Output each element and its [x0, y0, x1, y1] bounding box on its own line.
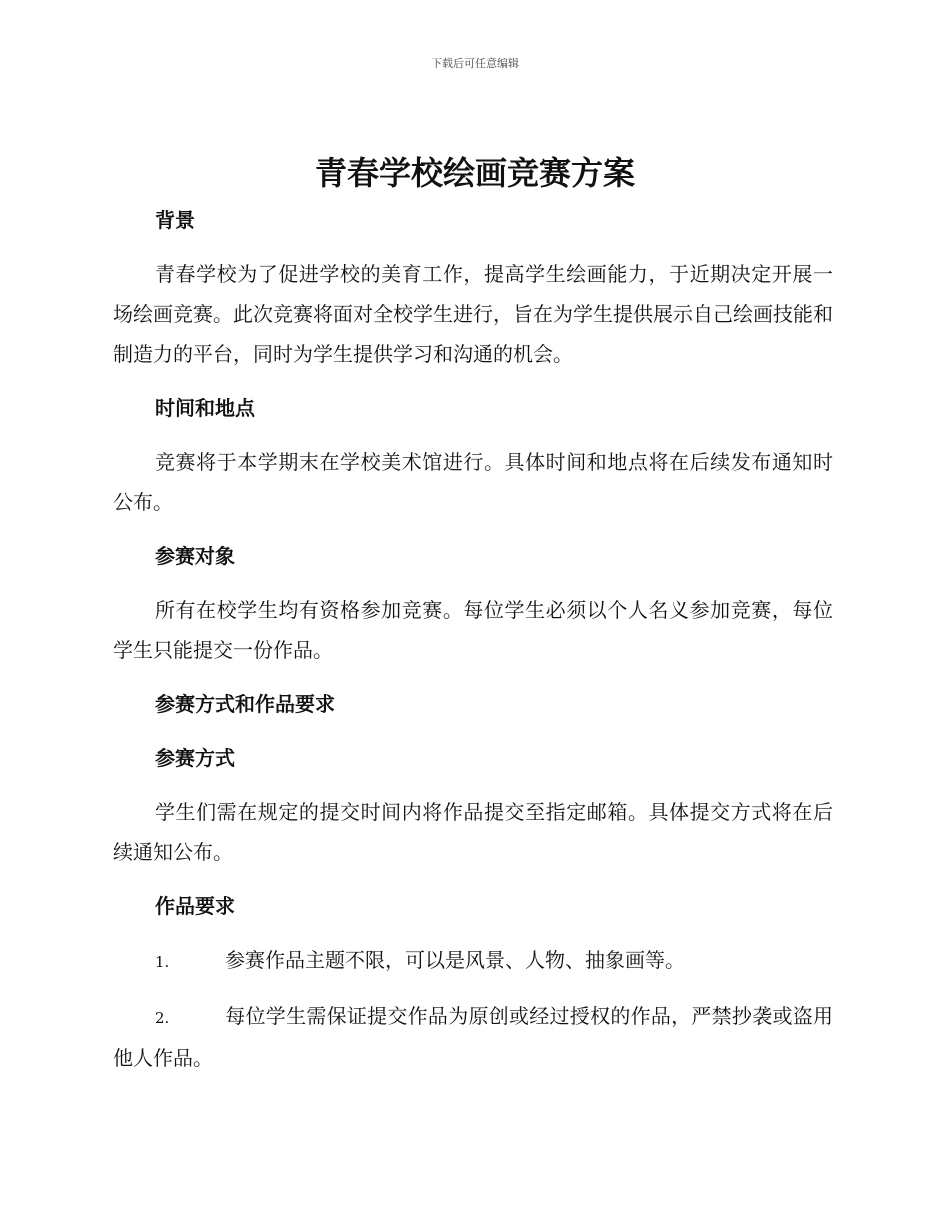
document-body	[113, 200, 833, 1092]
document-title: 青春学校绘画竞赛方案	[314, 154, 635, 192]
section-heading-requirements: 作品要求	[155, 894, 235, 918]
list-item-text: 每位学生需保证提交作品为原创或经过授权的作品，严禁抄袭或盗用他人作品。	[113, 1004, 833, 1070]
section-heading-method: 参赛方式	[155, 746, 235, 770]
section-text-background: 青春学校为了促进学校的美育工作，提高学生绘画能力，于近期决定开展一场绘画竞赛。此次竞赛将面对全校学生进行，旨在为学生提供展示自己绘画技能和制造力的平台，同时为学生提供学习和沟通的机会。	[113, 262, 833, 366]
list-item	[113, 940, 833, 982]
list-item-text: 参赛作品主题不限，可以是风景、人物、抽象画等。	[225, 948, 685, 972]
list-item	[113, 996, 833, 1078]
section-text-method: 学生们需在规定的提交时间内将作品提交至指定邮箱。具体提交方式将在后续通知公布。	[113, 800, 833, 864]
section-heading-time-place: 时间和地点	[155, 396, 255, 420]
section-heading-background: 背景	[155, 208, 195, 232]
section-text-time-place: 竞赛将于本学期末在学校美术馆进行。具体时间和地点将在后续发布通知时公布。	[113, 450, 833, 514]
list-item-number: 2.	[155, 1009, 170, 1027]
list-item-number: 1.	[155, 953, 170, 971]
page-header-note: 下载后可任意编辑	[431, 57, 519, 70]
section-heading-participants: 参赛对象	[155, 544, 235, 568]
section-heading-method-requirements: 参赛方式和作品要求	[155, 692, 335, 716]
section-text-participants: 所有在校学生均有资格参加竞赛。每位学生必须以个人名义参加竞赛，每位学生只能提交一份作品。	[113, 598, 833, 662]
